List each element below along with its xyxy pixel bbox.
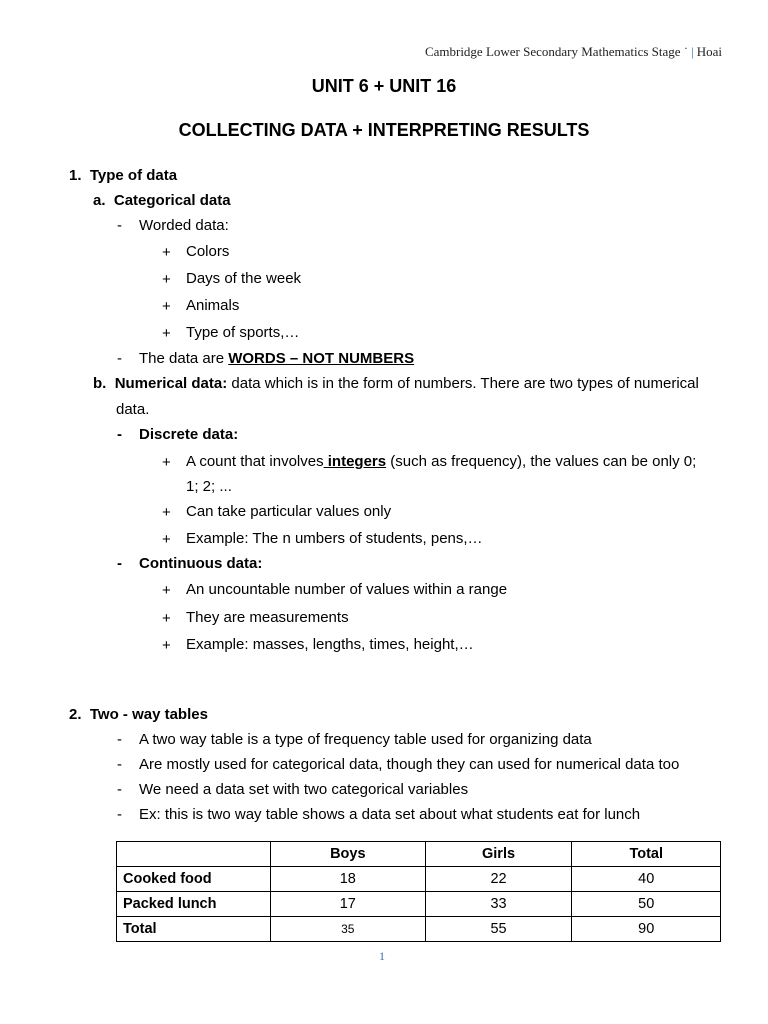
table-row	[117, 917, 721, 942]
section-2-heading	[69, 706, 208, 724]
discrete-item-1-text: A count that involves	[186, 453, 324, 470]
table-header-cell: Boys	[271, 842, 426, 867]
continuous-item-2: They are measurements	[186, 609, 349, 626]
list-item: Days of the week	[186, 270, 302, 287]
two-way-bullet-2: Are mostly used for categorical data, though they can used for numerical data too	[139, 756, 680, 773]
two-way-bullet-1: A two way table is a type of frequency table used for organizing data	[139, 731, 592, 748]
table-row	[117, 892, 721, 917]
plus-bullet: +	[162, 454, 171, 471]
table-cell: 90	[572, 917, 721, 942]
two-way-bullet-4: Ex: this is two way table shows a data set about what students eat for lunch	[139, 806, 641, 823]
table-cell: 18	[271, 867, 426, 892]
words-emphasis: WORDS – NOT NUMBERS	[228, 350, 415, 367]
table-cell: 33	[425, 892, 572, 917]
continuous-item-3: Example: masses, lengths, times, height,…	[186, 636, 474, 653]
table-header-cell: Girls	[425, 842, 572, 867]
discrete-item-2: Can take particular values only	[186, 503, 392, 520]
page-number: 1	[379, 949, 385, 963]
discrete-item-3: Example: The n umbers of students, pens,…	[186, 530, 483, 547]
page-header	[425, 44, 722, 60]
discrete-data-title: Discrete data:	[139, 426, 239, 443]
section-1-title: Type of data	[89, 167, 178, 184]
dash-bullet: -	[117, 731, 122, 748]
table-cell: 35	[271, 917, 426, 942]
unit-title: UNIT 6 + UNIT 16	[311, 76, 457, 96]
discrete-item-1	[186, 453, 696, 471]
subsection-b-desc: data which is in the form of numbers. There are two types of numerical	[227, 375, 699, 392]
subsection-b-line	[93, 375, 699, 393]
plus-bullet: +	[162, 271, 171, 288]
subsection-b-title: Numerical data:	[114, 375, 228, 392]
table-row-header: Packed lunch	[117, 892, 271, 917]
table-cell: 17	[271, 892, 426, 917]
plus-bullet: +	[162, 504, 171, 521]
words-not-numbers-line	[139, 350, 414, 368]
plus-bullet: +	[162, 325, 171, 342]
words-pre-text: The data are	[139, 350, 229, 367]
plus-bullet: +	[162, 610, 171, 627]
dash-bullet: -	[117, 350, 122, 367]
plus-bullet: +	[162, 582, 171, 599]
list-item: Animals	[186, 297, 240, 314]
table-header-row	[117, 842, 721, 867]
two-way-table	[116, 841, 721, 942]
subsection-b-label: b.	[93, 375, 107, 392]
topic-title: COLLECTING DATA + INTERPRETING RESULTS	[178, 120, 590, 140]
section-1-number: 1.	[69, 167, 82, 184]
plus-bullet: +	[162, 298, 171, 315]
plus-bullet: +	[162, 637, 171, 654]
dash-bullet: -	[117, 217, 122, 234]
dash-bullet: -	[117, 806, 122, 823]
dash-bullet: -	[117, 756, 122, 773]
table-row	[117, 867, 721, 892]
table-cell: 22	[425, 867, 572, 892]
table-corner-cell	[117, 842, 271, 867]
plus-bullet: +	[162, 531, 171, 548]
subsection-a-label: a.	[93, 192, 106, 209]
dash-bullet: -	[117, 426, 122, 443]
header-text: Cambridge Lower Secondary Mathematics Stage ˙	[424, 44, 689, 59]
table-header-cell: Total	[572, 842, 721, 867]
subsection-a-heading	[93, 192, 231, 210]
list-item: Colors	[186, 243, 230, 260]
list-item: Type of sports,…	[186, 324, 300, 341]
subsection-b-desc-cont: data.	[116, 401, 150, 418]
continuous-data-title: Continuous data:	[139, 555, 263, 572]
dash-bullet: -	[117, 555, 122, 572]
table-cell: 40	[572, 867, 721, 892]
dash-bullet: -	[117, 781, 122, 798]
section-2-number: 2.	[69, 706, 82, 723]
section-1-heading	[69, 167, 177, 185]
discrete-item-1-rest: (such as frequency), the values can be only 0;	[386, 453, 697, 470]
plus-bullet: +	[162, 244, 171, 261]
subsection-a-title: Categorical data	[113, 192, 231, 209]
integers-emphasis: integers	[323, 453, 387, 470]
discrete-item-1-cont: 1; 2; ...	[186, 478, 232, 495]
two-way-bullet-3: We need a data set with two categorical variables	[139, 781, 469, 798]
section-2-title: Two - way tables	[89, 706, 208, 723]
table-row-header: Total	[117, 917, 271, 942]
continuous-item-1: An uncountable number of values within a range	[186, 581, 508, 598]
header-separator: |	[691, 44, 694, 59]
worded-data-label: Worded data:	[139, 217, 229, 234]
table-cell: 55	[425, 917, 572, 942]
table-row-header: Cooked food	[117, 867, 271, 892]
header-author: Hoai	[696, 44, 722, 59]
table-cell: 50	[572, 892, 721, 917]
